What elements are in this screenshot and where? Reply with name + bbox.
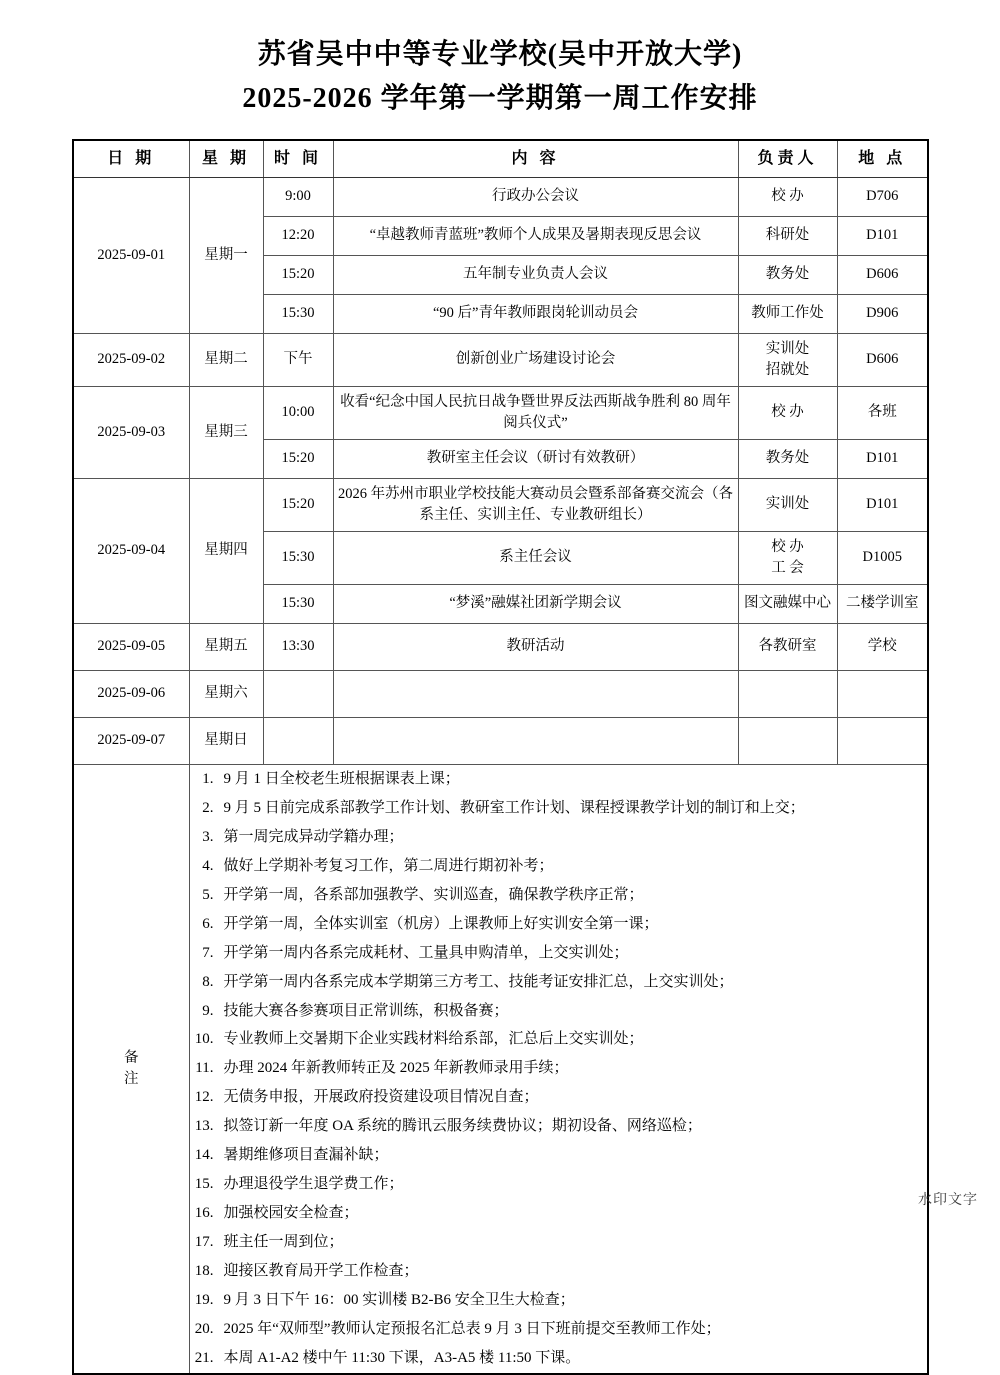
cell-time: 15:20 [263, 440, 333, 479]
cell-responsible [738, 718, 837, 765]
cell-responsible: 各教研室 [738, 624, 837, 671]
cell-content [333, 671, 738, 718]
remark-text: 2025 年“双师型”教师认定预报名汇总表 9 月 3 日下班前提交至教师工作处； [223, 1320, 721, 1337]
cell-content: 教研室主任会议（研讨有效教研） [333, 440, 738, 479]
cell-content: “90 后”青年教师跟岗轮训动员会 [333, 295, 738, 334]
remark-item [190, 1228, 928, 1257]
remark-item [190, 1344, 928, 1373]
cell-place: D101 [837, 217, 928, 256]
remark-number: 18. [194, 1262, 214, 1279]
cell-responsible: 校 办 [738, 178, 837, 217]
remarks-label-char-1: 备 [124, 1049, 139, 1066]
cell-content [333, 718, 738, 765]
cell-place: D906 [837, 295, 928, 334]
cell-time: 15:20 [263, 479, 333, 532]
document-title-line-1: 苏省吴中中等专业学校(吴中开放大学) [257, 39, 743, 70]
table-header [73, 140, 928, 178]
title-block [0, 0, 1000, 118]
remark-text: 无债务申报，开展政府投资建设项目情况自查； [223, 1089, 539, 1106]
cell-time [263, 671, 333, 718]
remark-text: 班主任一周到位； [223, 1234, 344, 1250]
cell-place: D1005 [837, 532, 928, 585]
cell-place [837, 671, 928, 718]
cell-date: 2025-09-07 [73, 718, 189, 765]
remark-text: 9 月 1 日全校老生班根据课表上课； [223, 771, 460, 787]
cell-place: 各班 [837, 387, 928, 440]
remark-item [190, 1141, 928, 1170]
table-row [73, 718, 928, 765]
cell-content: “卓越教师青蓝班”教师个人成果及暑期表现反思会议 [333, 217, 738, 256]
cell-responsible [738, 671, 837, 718]
cell-weekday: 星期一 [189, 178, 263, 334]
remark-number: 3. [202, 828, 214, 845]
remark-item [190, 1286, 928, 1315]
cell-place: D706 [837, 178, 928, 217]
cell-content: 创新创业广场建设讨论会 [333, 334, 738, 387]
remark-number: 17. [194, 1234, 214, 1250]
remark-item [190, 1083, 928, 1112]
responsible-line: 工 会 [771, 560, 804, 576]
remark-text: 办理退役学生退学费工作； [223, 1176, 404, 1193]
cell-date: 2025-09-04 [73, 479, 189, 624]
remark-item [190, 997, 928, 1026]
table-row [73, 334, 928, 387]
table-row [73, 387, 928, 440]
remark-number: 16. [194, 1205, 214, 1222]
cell-responsible: 教务处 [738, 440, 837, 479]
header-responsible: 负责人 [738, 140, 837, 178]
remark-item [190, 1199, 928, 1228]
remark-item [190, 823, 928, 852]
schedule-table-wrapper [72, 139, 929, 1375]
cell-content: 教研活动 [333, 624, 738, 671]
remark-number: 19. [194, 1291, 214, 1308]
cell-place: 二楼学训室 [837, 585, 928, 624]
remark-text: 开学第一周，全体实训室（机房）上课教师上好实训安全第一课； [223, 915, 659, 932]
cell-place [837, 718, 928, 765]
table-body [73, 178, 928, 765]
remark-text: 办理 2024 年新教师转正及 2025 年新教师录用手续； [223, 1060, 569, 1077]
table-row [73, 178, 928, 217]
cell-time: 15:30 [263, 585, 333, 624]
table-row [73, 479, 928, 532]
header-weekday: 星 期 [189, 140, 263, 178]
remark-item [190, 852, 928, 881]
remark-text: 暑期维修项目查漏补缺； [223, 1147, 389, 1164]
cell-time: 9:00 [263, 178, 333, 217]
responsible-line: 实训处 [765, 340, 810, 357]
remark-item [190, 1315, 928, 1344]
remark-number: 1. [202, 771, 214, 787]
cell-date: 2025-09-05 [73, 624, 189, 671]
remark-text: 拟签订新一年度 OA 系统的腾讯云服务续费协议；期初设备、网络巡检； [223, 1118, 702, 1135]
responsible-line: 校 办 [771, 538, 804, 555]
remark-number: 2. [202, 799, 214, 816]
remark-number: 7. [202, 944, 214, 961]
cell-place: D606 [837, 256, 928, 295]
cell-weekday: 星期六 [189, 671, 263, 718]
table-header-row [73, 140, 928, 178]
remark-text: 第一周完成异动学籍办理； [223, 828, 404, 845]
remarks-row [73, 765, 928, 1374]
cell-content: 行政办公会议 [333, 178, 738, 217]
cell-content: 五年制专业负责人会议 [333, 256, 738, 295]
remark-number: 15. [194, 1176, 214, 1193]
cell-responsible [738, 532, 837, 585]
remark-item [190, 910, 928, 939]
cell-date: 2025-09-03 [73, 387, 189, 479]
remark-item [190, 1054, 928, 1083]
cell-content: “梦溪”融媒社团新学期会议 [333, 585, 738, 624]
remark-number: 14. [194, 1147, 214, 1164]
cell-time [263, 718, 333, 765]
remark-item [190, 968, 928, 997]
remark-item [190, 881, 928, 910]
remark-number: 11. [195, 1060, 214, 1077]
cell-time: 下午 [263, 334, 333, 387]
cell-responsible: 校 办 [738, 387, 837, 440]
remark-number: 20. [194, 1320, 214, 1337]
cell-responsible: 科研处 [738, 217, 837, 256]
remark-text: 迎接区教育局开学工作检查； [223, 1262, 419, 1279]
cell-place: 学校 [837, 624, 928, 671]
cell-content: 收看“纪念中国人民抗日战争暨世界反法西斯战争胜利 80 周年阅兵仪式” [333, 387, 738, 440]
remark-text: 9 月 3 日下午 16：00 实训楼 B2-B6 安全卫生大检查； [223, 1291, 575, 1308]
remark-number: 8. [202, 973, 214, 990]
remark-text: 做好上学期补考复习工作，第二周进行期初补考； [223, 857, 554, 874]
header-time: 时 间 [263, 140, 333, 178]
cell-weekday: 星期二 [189, 334, 263, 387]
remark-item [190, 765, 928, 794]
cell-place: D606 [837, 334, 928, 387]
cell-time: 13:30 [263, 624, 333, 671]
cell-time: 15:20 [263, 256, 333, 295]
cell-time: 10:00 [263, 387, 333, 440]
remarks-label [73, 765, 189, 1374]
remark-text: 开学第一周，各系部加强教学、实训巡查，确保教学秩序正常； [223, 886, 644, 903]
remark-item [190, 1170, 928, 1199]
remarks-label-char-2: 注 [124, 1070, 139, 1087]
remark-text: 开学第一周内各系完成本学期第三方考工、技能考证安排汇总，上交实训处； [223, 973, 734, 990]
remark-number: 9. [202, 1002, 214, 1019]
cell-date: 2025-09-06 [73, 671, 189, 718]
cell-date: 2025-09-01 [73, 178, 189, 334]
table-row [73, 671, 928, 718]
remarks-section [73, 765, 928, 1374]
watermark-text: 水印文字 [918, 1193, 978, 1208]
cell-responsible: 图文融媒中心 [738, 585, 837, 624]
remark-item [190, 1257, 928, 1286]
header-place: 地 点 [837, 140, 928, 178]
remarks-list [190, 765, 928, 1373]
remark-number: 6. [202, 915, 214, 932]
cell-responsible: 实训处 [738, 479, 837, 532]
remark-text: 开学第一周内各系完成耗材、工量具申购清单，上交实训处； [223, 944, 629, 961]
remark-item [190, 939, 928, 968]
remarks-body [189, 765, 928, 1374]
header-date: 日 期 [73, 140, 189, 178]
remark-item [190, 794, 928, 823]
remark-text: 加强校园安全检查； [223, 1205, 359, 1222]
cell-weekday: 星期五 [189, 624, 263, 671]
schedule-table [72, 139, 929, 1375]
remark-number: 5. [202, 886, 214, 903]
responsible-line: 招就处 [765, 362, 810, 378]
remark-item [190, 1112, 928, 1141]
cell-weekday: 星期三 [189, 387, 263, 479]
cell-responsible [738, 334, 837, 387]
cell-time: 15:30 [263, 295, 333, 334]
remark-text: 专业教师上交暑期下企业实践材料给系部，汇总后上交实训处； [223, 1031, 644, 1048]
document-title-line-2: 2025-2026 学年第一学期第一周工作安排 [242, 82, 758, 114]
cell-place: D101 [837, 479, 928, 532]
remark-number: 13. [194, 1118, 214, 1135]
cell-date: 2025-09-02 [73, 334, 189, 387]
cell-weekday: 星期四 [189, 479, 263, 624]
cell-time: 15:30 [263, 532, 333, 585]
table-row [73, 624, 928, 671]
cell-content: 系主任会议 [333, 532, 738, 585]
remark-number: 4. [202, 857, 214, 874]
cell-content: 2026 年苏州市职业学校技能大赛动员会暨系部备赛交流会（各系主任、实训主任、专业教研组长） [333, 479, 738, 532]
cell-time: 12:20 [263, 217, 333, 256]
remark-text: 本周 A1-A2 楼中午 11:30 下课，A3-A5 楼 11:50 下课。 [223, 1349, 581, 1366]
remark-number: 12. [194, 1089, 214, 1106]
remark-number: 10. [194, 1031, 214, 1048]
cell-responsible: 教务处 [738, 256, 837, 295]
cell-weekday: 星期日 [189, 718, 263, 765]
remark-number: 21. [194, 1349, 214, 1366]
remark-item [190, 1025, 928, 1054]
remark-text: 9 月 5 日前完成系部教学工作计划、教研室工作计划、课程授课教学计划的制订和上交； [223, 799, 805, 816]
cell-responsible: 教师工作处 [738, 295, 837, 334]
header-content: 内 容 [333, 140, 738, 178]
cell-place: D101 [837, 440, 928, 479]
remark-text: 技能大赛各参赛项目正常训练，积极备赛； [223, 1002, 509, 1019]
